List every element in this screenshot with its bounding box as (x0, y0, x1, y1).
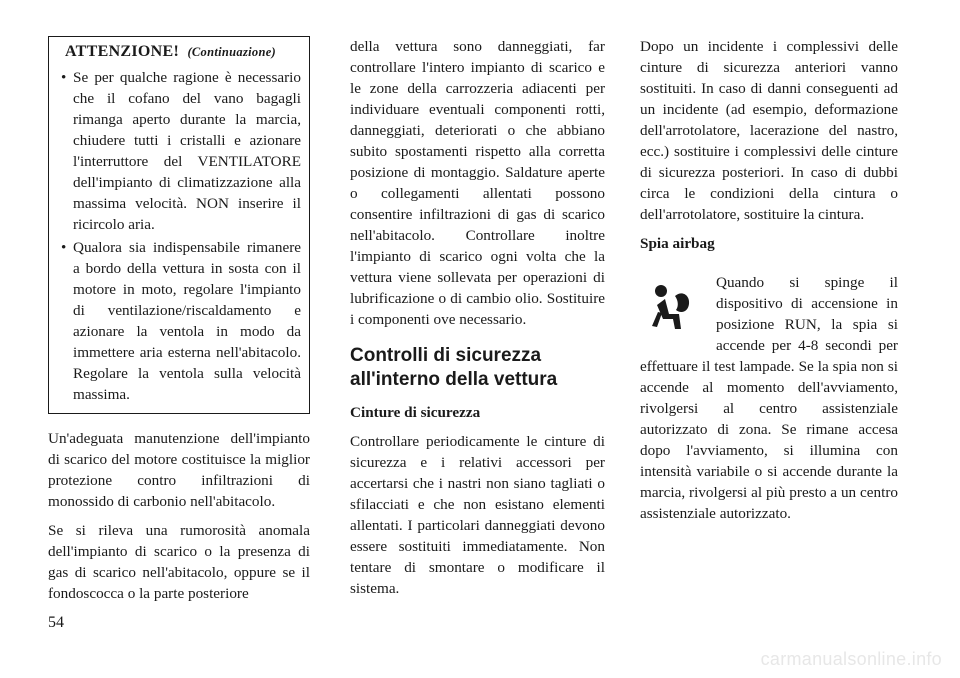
warning-title (61, 41, 301, 63)
section-heading-line: Controlli di sicurezza (350, 345, 542, 366)
airbag-block (640, 272, 898, 524)
warning-box (48, 36, 310, 414)
warning-continuation: (Continuazione) (187, 45, 277, 59)
warning-list (61, 67, 301, 405)
seatbelt-heading: Cinture di sicurezza (350, 404, 481, 421)
body-paragraph: Quando si spinge il dispositivo di accensione in posizione RUN, la spia si accende per 4-8 secondi per effettuare il test lampade. Se la spia non si accende al momento dell'avviamento, rivolgersi al centro assistenziale autorizzato di zona. Se rimane accesa dopo l'avviamento, si illumina con intensità variabile o si accende durante la marcia, rivolgersi al più presto a un centro assistenziale autorizzato. (640, 274, 898, 522)
warning-item: • Se per qualche ragione è necessario che il cofano del vano bagagli rimanga aperto durante la marcia, chiudere tutti i cristalli e azionare l'interruttore del VENTILATORE dell'impianto di climatizzazione alla massima velocità. NON inserire il ricircolo aria. (61, 67, 301, 235)
right-column (640, 36, 898, 532)
page-number: 54 (48, 614, 64, 631)
body-paragraph: Un'adeguata manutenzione dell'impianto di scarico del motore costituisce la miglior protezione contro infiltrazioni di monossido di carbonio nell'abitacolo. (48, 430, 310, 510)
body-paragraph: Dopo un incidente i complessivi delle cinture di sicurezza anteriori vanno sostituiti. In caso di danni conseguenti ad un incidente (ad esempio, deformazione dell'arrotolatore, lacerazione del nastro, ecc.) sostituire i complessivi delle cinture di sicurezza posteriori. In caso di dubbi circa le condizioni della cintura o dell'arrotolatore, sostituire la cintura. (640, 38, 898, 223)
watermark: carmanualsonline.info (760, 649, 942, 669)
section-heading (350, 344, 605, 392)
middle-column (350, 36, 605, 607)
warning-item: • Qualora sia indispensabile rimanere a bordo della vettura in sosta con il motore in moto, regolare l'impianto di ventilazione/riscaldamento e azionare la ventola in modo da immettere aria esterna nell'abitacolo. Regolare la ventola sulla velocità massima. (61, 237, 301, 405)
warning-heading: ATTENZIONE! (65, 43, 180, 60)
body-paragraph: Se si rileva una rumorosità anomala dell'impianto di scarico o la presenza di gas di scarico nell'abitacolo, oppure se il fondoscocca o la parte posteriore (48, 522, 310, 602)
left-column (48, 36, 310, 612)
body-paragraph: Controllare periodicamente le cinture di sicurezza e i relativi accessori per accertarsi che i nastri non siano tagliati o sfilacciati e che non esistano elementi allentati. I particolari danneggiati devono essere sostituiti immediatamente. Non tentare di smontare o modificare il sistema. (350, 433, 605, 597)
body-paragraph: della vettura sono danneggiati, far controllare l'intero impianto di scarico e le zone della carrozzeria adiacenti per individuare eventuali componenti rotti, danneggiati, deteriorati o che abbiano subito spostamenti rispetto alla corretta posizione di montaggio. Saldature aperte o collegamenti allentati possono consentire infiltrazioni di gas di scarico nell'abitacolo. Controllare inoltre l'impianto di scarico ogni volta che la vettura viene sollevata per operazioni di lubrificazione o di cambio olio. Sostituire i componenti ove necessario. (350, 38, 605, 328)
section-heading-line: all'interno della vettura (350, 369, 558, 390)
airbag-warning-icon (648, 282, 696, 334)
airbag-heading: Spia airbag (640, 235, 715, 252)
